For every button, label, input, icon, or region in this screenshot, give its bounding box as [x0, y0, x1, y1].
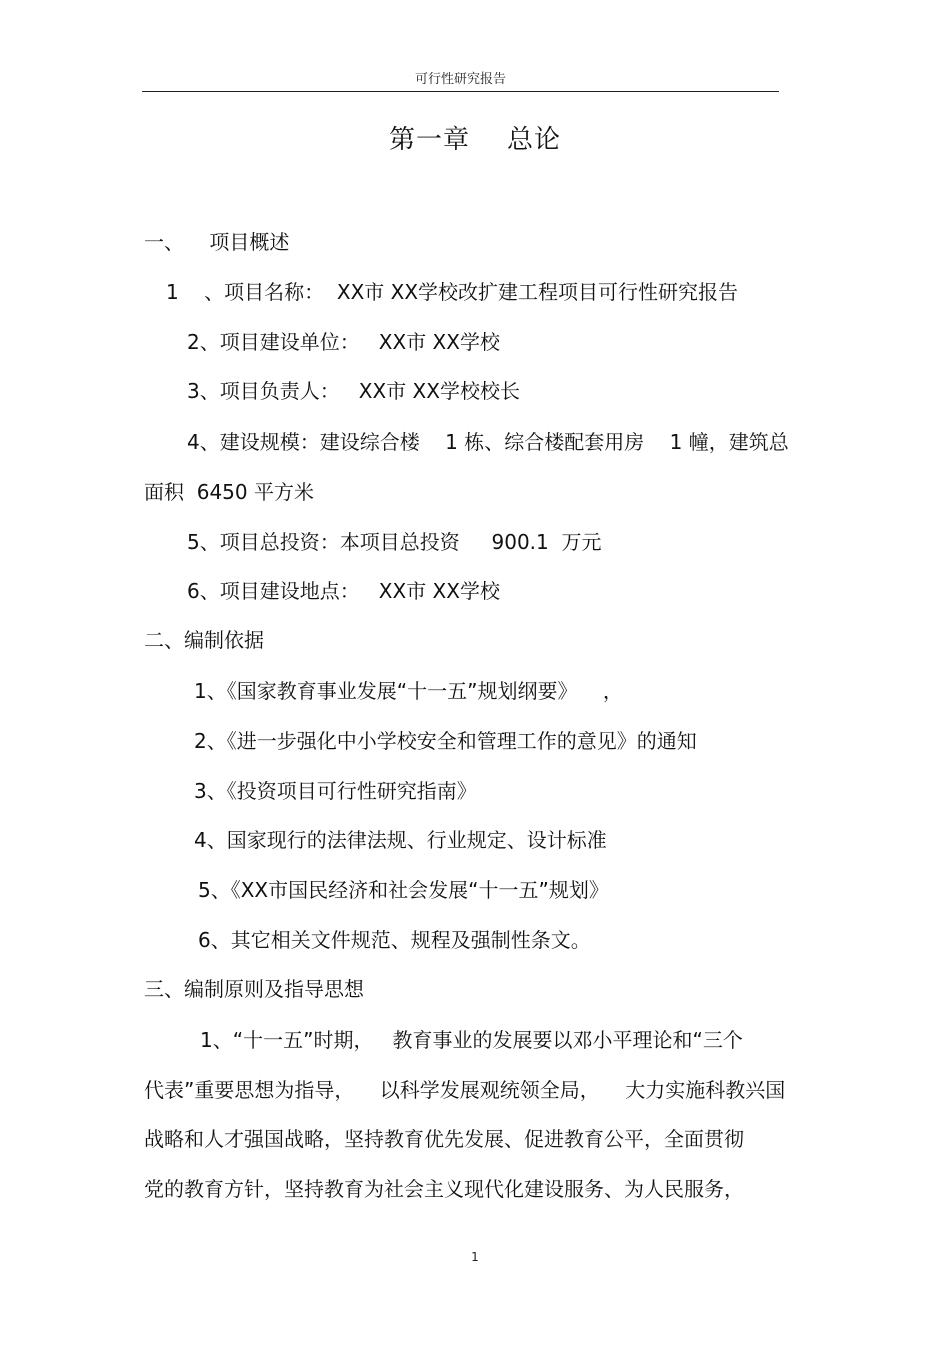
page-number: 1	[471, 1250, 479, 1264]
item-total-investment: 5、项目总投资：本项目总投资 900.1 万元	[187, 530, 602, 554]
chapter-title: 第一章 总论	[388, 125, 562, 155]
basis-item-4: 4、国家现行的法律法规、行业规定、设计标准	[194, 828, 607, 852]
page-header: 可行性研究报告	[414, 72, 506, 87]
principle-paragraph-line-1: 1、“十一五”时期， 教育事业的发展要以邓小平理论和“三个	[200, 1028, 743, 1052]
item-project-leader: 3、项目负责人： XX市 XX学校校长	[187, 379, 520, 403]
principle-paragraph-line-3: 战略和人才强国战略，坚持教育优先发展、促进教育公平，全面贯彻	[144, 1127, 744, 1151]
basis-item-2: 2、《进一步强化中小学校安全和管理工作的意见》的通知	[194, 729, 697, 753]
header-divider	[142, 91, 779, 92]
basis-item-5: 5、《XX市国民经济和社会发展“十一五”规划》	[198, 878, 609, 902]
item-project-name: 1 、项目名称： XX市 XX学校改扩建工程项目可行性研究报告	[166, 280, 739, 304]
section-heading-principles: 三、编制原则及指导思想	[144, 977, 364, 1001]
basis-item-3: 3、《投资项目可行性研究指南》	[194, 779, 477, 803]
basis-item-1: 1、《国家教育事业发展“十一五”规划纲要》 ，	[194, 679, 623, 703]
section-heading-overview: 一、 项目概述	[144, 230, 290, 254]
item-construction-site: 6、项目建设地点： XX市 XX学校	[187, 579, 500, 603]
principle-paragraph-line-4: 党的教育方针，坚持教育为社会主义现代化建设服务、为人民服务，	[144, 1177, 744, 1201]
section-heading-basis: 二、编制依据	[144, 628, 264, 652]
item-construction-unit: 2、项目建设单位： XX市 XX学校	[187, 330, 500, 354]
item-construction-scale-cont: 面积 6450 平方米	[144, 480, 314, 504]
item-construction-scale: 4、建设规模：建设综合楼 1 栋、综合楼配套用房 1 幢，建筑总	[187, 430, 789, 454]
principle-paragraph-line-2: 代表”重要思想为指导， 以科学发展观统领全局， 大力实施科教兴国	[144, 1078, 786, 1102]
basis-item-6: 6、其它相关文件规范、规程及强制性条文。	[198, 928, 591, 952]
